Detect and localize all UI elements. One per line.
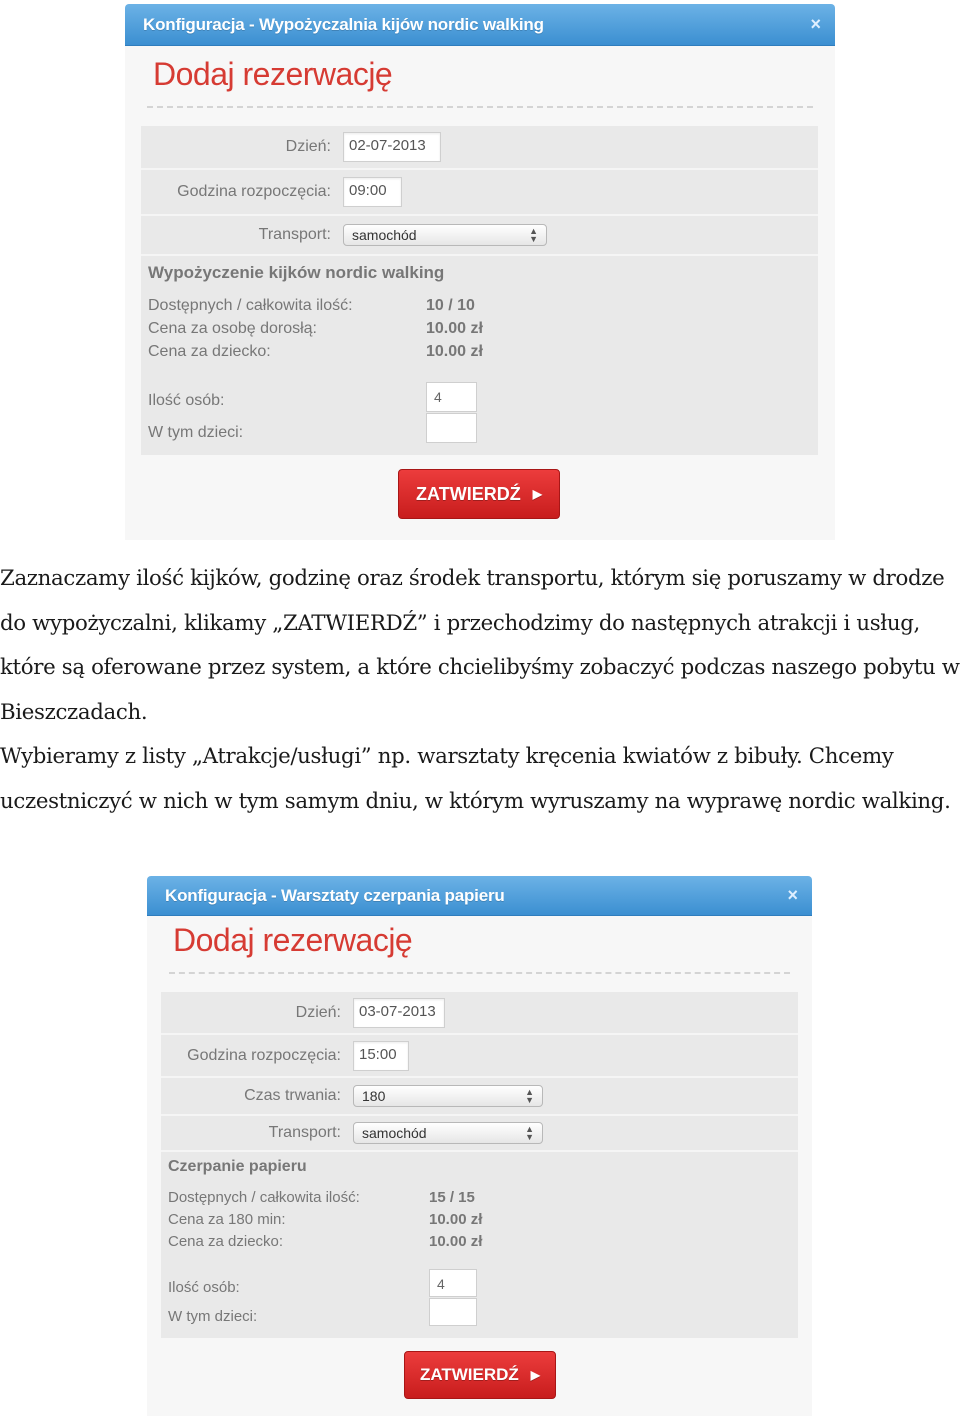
submit-button-label: ZATWIERDŹ bbox=[416, 483, 521, 504]
available-value: 15 / 15 bbox=[429, 1189, 475, 1206]
submit-button[interactable] bbox=[398, 469, 560, 519]
close-icon[interactable]: × bbox=[810, 14, 821, 34]
persons-label: Ilość osób: bbox=[168, 1279, 240, 1296]
day-label: Dzień: bbox=[285, 138, 331, 155]
transport-select-value: samochód bbox=[352, 227, 417, 243]
dialog-title: Konfiguracja - Warsztaty czerpania papieru bbox=[165, 885, 505, 905]
child-price-label: Cena za dziecko: bbox=[148, 343, 271, 360]
transport-row bbox=[141, 216, 818, 256]
child-price-label: Cena za dziecko: bbox=[168, 1233, 284, 1250]
day-input[interactable]: 02-07-2013 bbox=[343, 132, 441, 162]
start-time-row bbox=[141, 170, 818, 216]
reservation-form bbox=[141, 126, 818, 455]
transport-select-value: samochód bbox=[362, 1125, 427, 1141]
dashed-divider bbox=[169, 972, 790, 974]
children-input[interactable] bbox=[426, 413, 477, 443]
children-label: W tym dzieci: bbox=[168, 1308, 258, 1325]
duration-label: Czas trwania: bbox=[244, 1087, 341, 1104]
dialog-body bbox=[125, 46, 835, 540]
duration-select[interactable] bbox=[353, 1085, 543, 1107]
instruction-text bbox=[0, 557, 960, 825]
page-title: Dodaj rezerwację bbox=[153, 56, 393, 92]
available-value: 10 / 10 bbox=[426, 297, 475, 314]
day-label: Dzień: bbox=[295, 1003, 341, 1021]
chevron-right-icon: ▶ bbox=[530, 1368, 541, 1382]
dashed-divider bbox=[147, 106, 813, 108]
start-time-label: Godzina rozpoczęcia: bbox=[177, 183, 331, 200]
available-label: Dostępnych / całkowita ilość: bbox=[168, 1189, 360, 1206]
child-price-value: 10.00 zł bbox=[429, 1233, 483, 1250]
adult-price-value: 10.00 zł bbox=[426, 320, 483, 337]
select-arrow-icon: ▲ ▼ bbox=[529, 226, 538, 244]
duration-row bbox=[161, 1078, 798, 1116]
section-title: Wypożyczenie kijków nordic walking bbox=[148, 263, 445, 282]
select-arrow-icon: ▲ ▼ bbox=[525, 1124, 534, 1142]
select-arrow-icon: ▲ ▼ bbox=[525, 1087, 534, 1105]
transport-label: Transport: bbox=[258, 226, 331, 243]
close-icon[interactable]: × bbox=[787, 885, 798, 905]
transport-row bbox=[161, 1116, 798, 1152]
transport-label: Transport: bbox=[268, 1124, 341, 1141]
duration-price-value: 10.00 zł bbox=[429, 1211, 483, 1228]
persons-input[interactable]: 4 bbox=[429, 1269, 477, 1297]
chevron-right-icon: ▶ bbox=[532, 487, 542, 501]
start-time-input[interactable]: 15:00 bbox=[353, 1041, 409, 1071]
day-row bbox=[141, 126, 818, 170]
reservation-form bbox=[161, 992, 798, 1338]
children-label: W tym dzieci: bbox=[148, 424, 244, 441]
reservation-dialog-paper-workshop bbox=[147, 876, 812, 1416]
day-row bbox=[161, 992, 798, 1035]
dialog-titlebar bbox=[147, 876, 812, 916]
section-title: Czerpanie papieru bbox=[168, 1158, 307, 1175]
dialog-title: Konfiguracja - Wypożyczalnia kijów nordic walking bbox=[143, 14, 544, 34]
child-price-value: 10.00 zł bbox=[426, 343, 483, 360]
dialog-body bbox=[147, 916, 812, 1416]
start-time-label: Godzina rozpoczęcia: bbox=[187, 1046, 341, 1064]
duration-price-label: Cena za 180 min: bbox=[168, 1211, 286, 1228]
page-title: Dodaj rezerwację bbox=[173, 922, 413, 958]
reservation-dialog-nordic-walking bbox=[125, 4, 835, 540]
duration-select-value: 180 bbox=[362, 1088, 386, 1104]
transport-select[interactable] bbox=[343, 224, 547, 246]
start-time-row bbox=[161, 1035, 798, 1078]
dialog-titlebar bbox=[125, 4, 835, 46]
adult-price-label: Cena za osobę dorosłą: bbox=[148, 320, 317, 337]
children-input[interactable] bbox=[429, 1298, 477, 1326]
transport-select[interactable] bbox=[353, 1122, 543, 1144]
submit-button[interactable] bbox=[404, 1351, 556, 1399]
persons-label: Ilość osób: bbox=[148, 392, 225, 409]
day-input[interactable]: 03-07-2013 bbox=[353, 998, 445, 1028]
persons-input[interactable]: 4 bbox=[426, 382, 477, 412]
submit-button-label: ZATWIERDŹ bbox=[419, 1365, 519, 1384]
available-label: Dostępnych / całkowita ilość: bbox=[148, 297, 353, 314]
paragraph-2: Wybieramy z listy „Atrakcje/usługi” np. warsztaty kręcenia kwiatów z bibuły. Chcemy uczestniczyć w nich w tym samym dniu, w którym wyruszamy na wyprawę nordic walking. bbox=[0, 744, 951, 814]
start-time-input[interactable]: 09:00 bbox=[343, 177, 402, 207]
paragraph-1: Zaznaczamy ilość kijków, godzinę oraz środek transportu, którym się poruszamy w drodze do wypożyczalni, klikamy „ZATWIERDŹ” i przechodzimy do następnych atrakcji i usług, które są oferowane przez system, a które chcielibyśmy zobaczyć podczas naszego pobytu w Bieszczadach. bbox=[0, 566, 960, 725]
